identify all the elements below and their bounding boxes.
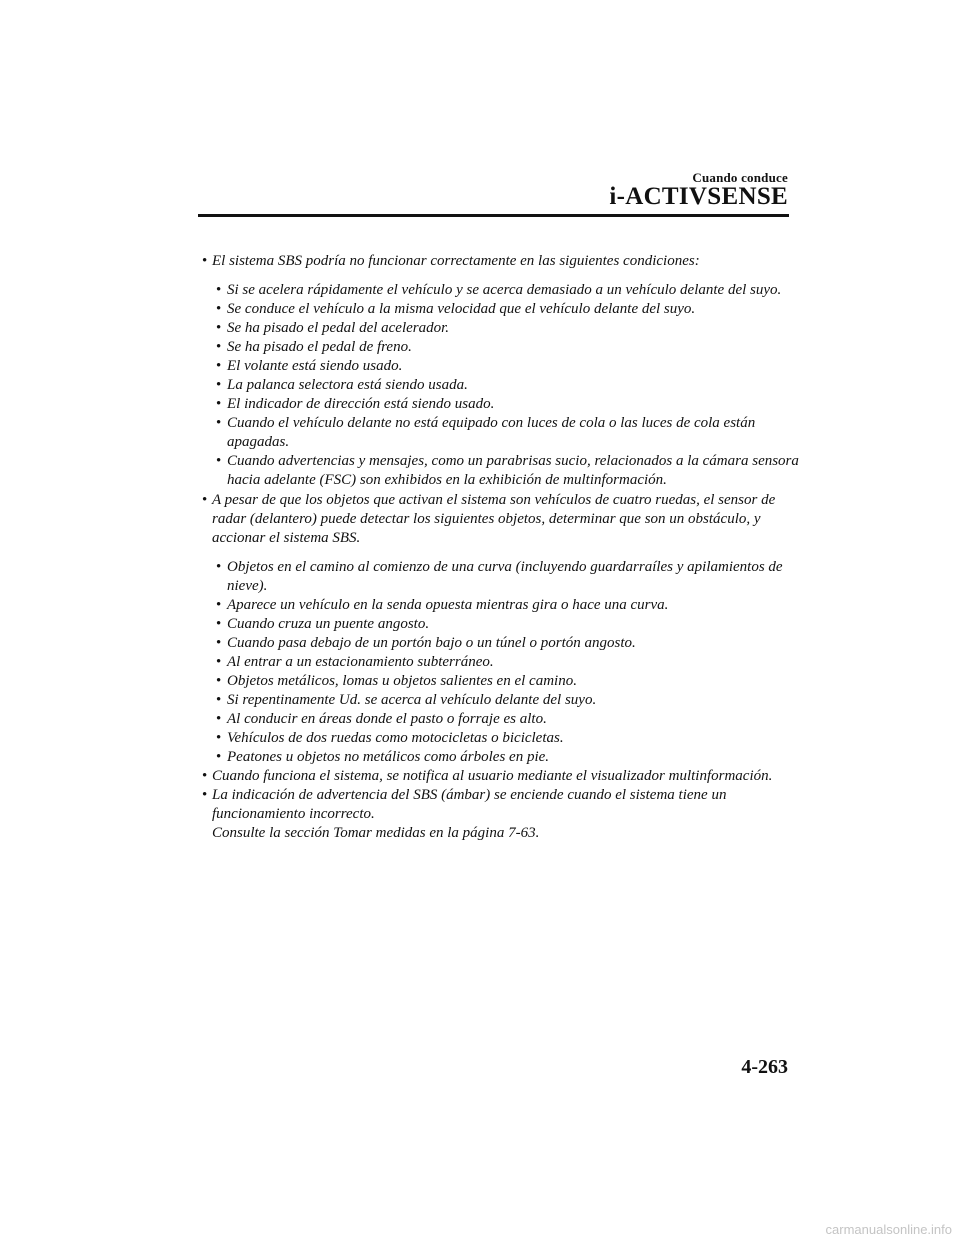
sub-bullet-item xyxy=(200,319,800,338)
sub-bullet-item xyxy=(200,653,800,672)
sub-bullet-item xyxy=(200,748,800,767)
bullet-icon: • xyxy=(216,396,222,412)
sub-bullet-item xyxy=(200,729,800,748)
sub-bullet-text: Objetos metálicos, lomas u objetos salientes en el camino. xyxy=(227,673,577,689)
sub-bullet-text: El indicador de dirección está siendo usado. xyxy=(227,396,495,412)
document-body xyxy=(200,252,800,843)
bullet-icon: • xyxy=(216,282,222,298)
sub-bullet-text: Peatones u objetos no metálicos como árboles en pie. xyxy=(227,749,550,765)
bullet-item xyxy=(200,786,800,843)
bullet-icon: • xyxy=(216,635,222,651)
section-label: Cuando conduce xyxy=(692,170,788,185)
sub-bullet-text: Cuando pasa debajo de un portón bajo o un túnel o portón angosto. xyxy=(227,635,636,651)
bullet-icon: • xyxy=(216,358,222,374)
sub-bullet-text: Objetos en el camino al comienzo de una curva (incluyendo guardarraíles y apilamientos de nieve). xyxy=(227,559,783,594)
bullet-icon: • xyxy=(202,253,208,269)
sub-bullet-text: Se ha pisado el pedal de freno. xyxy=(227,339,412,355)
sub-bullet-text: Cuando advertencias y mensajes, como un parabrisas sucio, relacionados a la cámara sensora hacia adelante (FSC) son exhibidos en la exhibición de multinformación. xyxy=(227,453,799,488)
bullet-item xyxy=(200,252,800,271)
bullet-icon: • xyxy=(216,711,222,727)
sub-bullet-text: La palanca selectora está siendo usada. xyxy=(227,377,468,393)
watermark: carmanualsonline.info xyxy=(825,1222,952,1237)
sub-list xyxy=(200,558,800,767)
bullet-text: A pesar de que los objetos que activan el sistema son vehículos de cuatro ruedas, el sensor de radar (delantero) puede detectar los siguientes objetos, determinar que son un obstáculo, y accionar el sistema SBS. xyxy=(212,492,776,546)
sub-bullet-text: Cuando el vehículo delante no está equipado con luces de cola o las luces de cola están apagadas. xyxy=(227,415,756,450)
bullet-item xyxy=(200,767,800,786)
bullet-icon: • xyxy=(216,654,222,670)
bullet-icon: • xyxy=(216,559,222,575)
sub-bullet-text: Cuando cruza un puente angosto. xyxy=(227,616,430,632)
sub-bullet-text: Se conduce el vehículo a la misma velocidad que el vehículo delante del suyo. xyxy=(227,301,696,317)
sub-bullet-item xyxy=(200,691,800,710)
page-number: 4-263 xyxy=(741,1056,788,1078)
bullet-text: Cuando funciona el sistema, se notifica al usuario mediante el visualizador multinformación. xyxy=(212,768,773,784)
header-divider xyxy=(198,214,789,217)
bullet-icon: • xyxy=(202,492,208,508)
sub-bullet-text: Al entrar a un estacionamiento subterráneo. xyxy=(227,654,494,670)
bullet-icon: • xyxy=(216,730,222,746)
page-title: i-ACTIVSENSE xyxy=(609,183,788,210)
bullet-icon: • xyxy=(216,301,222,317)
sub-bullet-item xyxy=(200,634,800,653)
sub-bullet-item xyxy=(200,558,800,596)
sub-bullet-text: Se ha pisado el pedal del acelerador. xyxy=(227,320,450,336)
sub-bullet-item xyxy=(200,395,800,414)
bullet-icon: • xyxy=(216,673,222,689)
sub-bullet-item xyxy=(200,596,800,615)
sub-bullet-text: Si repentinamente Ud. se acerca al vehículo delante del suyo. xyxy=(227,692,597,708)
bullet-icon: • xyxy=(216,749,222,765)
bullet-text: El sistema SBS podría no funcionar correctamente en las siguientes condiciones: xyxy=(212,253,700,269)
sub-bullet-text: Si se acelera rápidamente el vehículo y se acerca demasiado a un vehículo delante del suyo. xyxy=(227,282,782,298)
bullet-item xyxy=(200,491,800,548)
bullet-icon: • xyxy=(216,616,222,632)
bullet-icon: • xyxy=(216,320,222,336)
sub-bullet-text: El volante está siendo usado. xyxy=(227,358,403,374)
sub-bullet-item xyxy=(200,376,800,395)
sub-bullet-item xyxy=(200,672,800,691)
sub-bullet-item xyxy=(200,338,800,357)
sub-bullet-text: Vehículos de dos ruedas como motocicletas o bicicletas. xyxy=(227,730,564,746)
bullet-icon: • xyxy=(216,453,222,469)
sub-list xyxy=(200,281,800,490)
sub-bullet-item xyxy=(200,414,800,452)
bullet-icon: • xyxy=(202,787,208,803)
sub-bullet-text: Al conducir en áreas donde el pasto o forraje es alto. xyxy=(227,711,547,727)
bullet-text: La indicación de advertencia del SBS (ámbar) se enciende cuando el sistema tiene un funcionamiento incorrecto. xyxy=(212,787,727,822)
bullet-icon: • xyxy=(216,692,222,708)
bullet-icon: • xyxy=(216,377,222,393)
bullet-icon: • xyxy=(216,415,222,431)
sub-bullet-item xyxy=(200,300,800,319)
sub-bullet-item xyxy=(200,281,800,300)
sub-bullet-item xyxy=(200,615,800,634)
sub-bullet-item xyxy=(200,710,800,729)
sub-bullet-item xyxy=(200,357,800,376)
page-reference: Consulte la sección Tomar medidas en la página 7-63. xyxy=(212,825,540,841)
bullet-icon: • xyxy=(216,597,222,613)
bullet-icon: • xyxy=(216,339,222,355)
bullet-icon: • xyxy=(202,768,208,784)
sub-bullet-text: Aparece un vehículo en la senda opuesta mientras gira o hace una curva. xyxy=(227,597,669,613)
sub-bullet-item xyxy=(200,452,800,490)
